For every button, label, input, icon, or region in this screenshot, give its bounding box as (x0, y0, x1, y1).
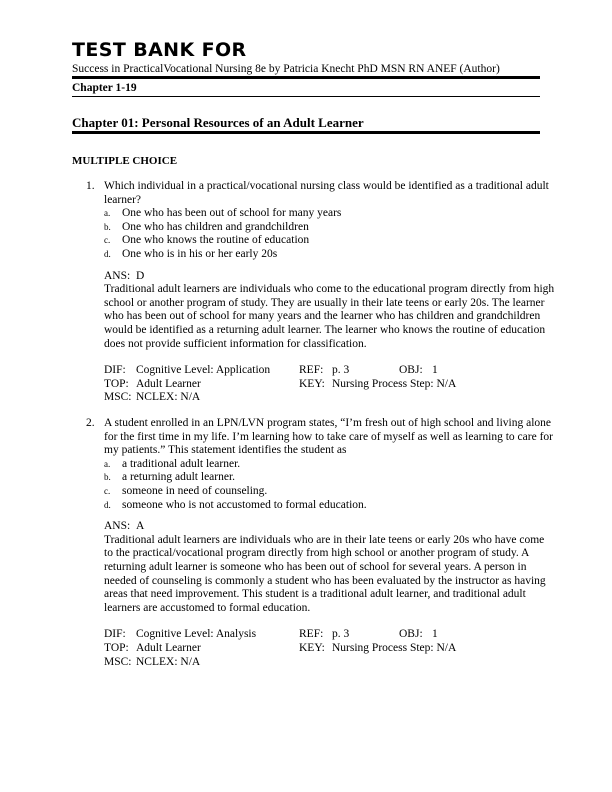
objective: 1 (432, 364, 438, 377)
answer-key: ANS: A (104, 520, 145, 533)
top-label: TOP: (104, 641, 129, 654)
thick-divider (72, 131, 540, 134)
choice-text: a returning adult learner. (122, 471, 236, 484)
choice-letter: d. (104, 248, 111, 259)
msc-label: MSC: (104, 391, 132, 404)
choice-letter: c. (104, 235, 111, 246)
choice-b (104, 471, 552, 485)
answer-choices (104, 207, 552, 261)
reference: p. 3 (332, 364, 350, 377)
document-title: TEST BANK FOR (72, 39, 247, 61)
answer-choices (104, 458, 552, 512)
choice-text: a traditional adult learner. (122, 457, 241, 470)
dif-label: DIF: (104, 364, 126, 377)
key-label: KEY: (299, 377, 325, 390)
thin-divider (72, 96, 540, 97)
choice-text: someone in need of counseling. (122, 484, 268, 497)
obj-label: OBJ: (399, 628, 423, 641)
reference: p. 3 (332, 628, 350, 641)
rationale: Traditional adult learners are individuals who are in their late teens or early 20s who have come to the practical/vocational program directly from high school or another program of study. A returning adult learner is someone who has been out of school for several years. A person in needed of counseling is commonly a student who has been evaluated by the instructor as having areas that need improvement. This student is a traditional adult learner, and traditional adult learners are accustomed to formal education. (104, 533, 546, 614)
top-label: TOP: (104, 377, 129, 390)
answer-key: ANS: D (104, 269, 145, 282)
choice-a (104, 458, 552, 472)
rationale: Traditional adult learners are individuals who come to the educational program directly from high school or another program of study. They are usually in their late teens or early 20s. The learner who has been out of school for many years and the learner who has children and grandchildren would be identified as a returning adult learner. The learner who knows the routine of education does not provide sufficient information for classification. (104, 283, 555, 350)
choice-b (104, 221, 552, 235)
key-value: Nursing Process Step: N/A (332, 377, 457, 390)
choice-text: someone who is not accustomed to formal education. (122, 498, 367, 511)
choice-letter: a. (104, 458, 111, 469)
msc-label: MSC: (104, 655, 132, 668)
objective: 1 (432, 628, 438, 641)
obj-label: OBJ: (399, 364, 423, 377)
choice-letter: b. (104, 221, 111, 232)
book-subtitle: Success in PracticalVocational Nursing 8e by Patricia Knecht PhD MSN RN ANEF (Author) (72, 63, 500, 75)
key-value: Nursing Process Step: N/A (332, 641, 457, 654)
choice-text: One who has been out of school for many years (122, 207, 342, 220)
chapter-title: Chapter 01: Personal Resources of an Adult Learner (72, 115, 364, 130)
choice-c (104, 485, 552, 499)
choice-letter: a. (104, 208, 111, 219)
question-metadata (104, 628, 524, 669)
msc-value: NCLEX: N/A (136, 655, 201, 668)
choice-c (104, 234, 552, 248)
choice-d (104, 499, 552, 513)
choice-letter: c. (104, 485, 111, 496)
choice-d (104, 248, 552, 262)
choice-text: One who is in his or her early 20s (122, 247, 278, 260)
chapter-range: Chapter 1-19 (72, 82, 137, 94)
choice-text: One who has children and grandchildren (122, 220, 309, 233)
section-label: MULTIPLE CHOICE (72, 155, 178, 167)
question-1 (72, 180, 555, 405)
ref-label: REF: (299, 628, 324, 641)
topic: Adult Learner (136, 377, 201, 390)
choice-text: One who knows the routine of education (122, 234, 310, 247)
msc-value: NCLEX: N/A (136, 391, 201, 404)
question-number: 1. (86, 180, 95, 192)
thick-divider (72, 76, 540, 79)
question-stem: Which individual in a practical/vocational nursing class would be identified as a traditional adult learner? (104, 180, 549, 206)
choice-letter: d. (104, 499, 111, 510)
key-label: KEY: (299, 641, 325, 654)
question-number: 2. (86, 417, 95, 429)
question-2 (72, 417, 552, 669)
topic: Adult Learner (136, 641, 201, 654)
difficulty: Cognitive Level: Analysis (136, 628, 257, 641)
dif-label: DIF: (104, 628, 126, 641)
question-stem: A student enrolled in an LPN/LVN program states, “I’m fresh out of high school and living alone for the first time in my life. I’m learning how to take care of myself as well as learning to care for my patients.” This statement identifies the student as (104, 417, 553, 457)
ref-label: REF: (299, 364, 324, 377)
choice-letter: b. (104, 472, 111, 483)
choice-a (104, 207, 552, 221)
question-metadata (104, 364, 524, 405)
difficulty: Cognitive Level: Application (136, 364, 271, 377)
